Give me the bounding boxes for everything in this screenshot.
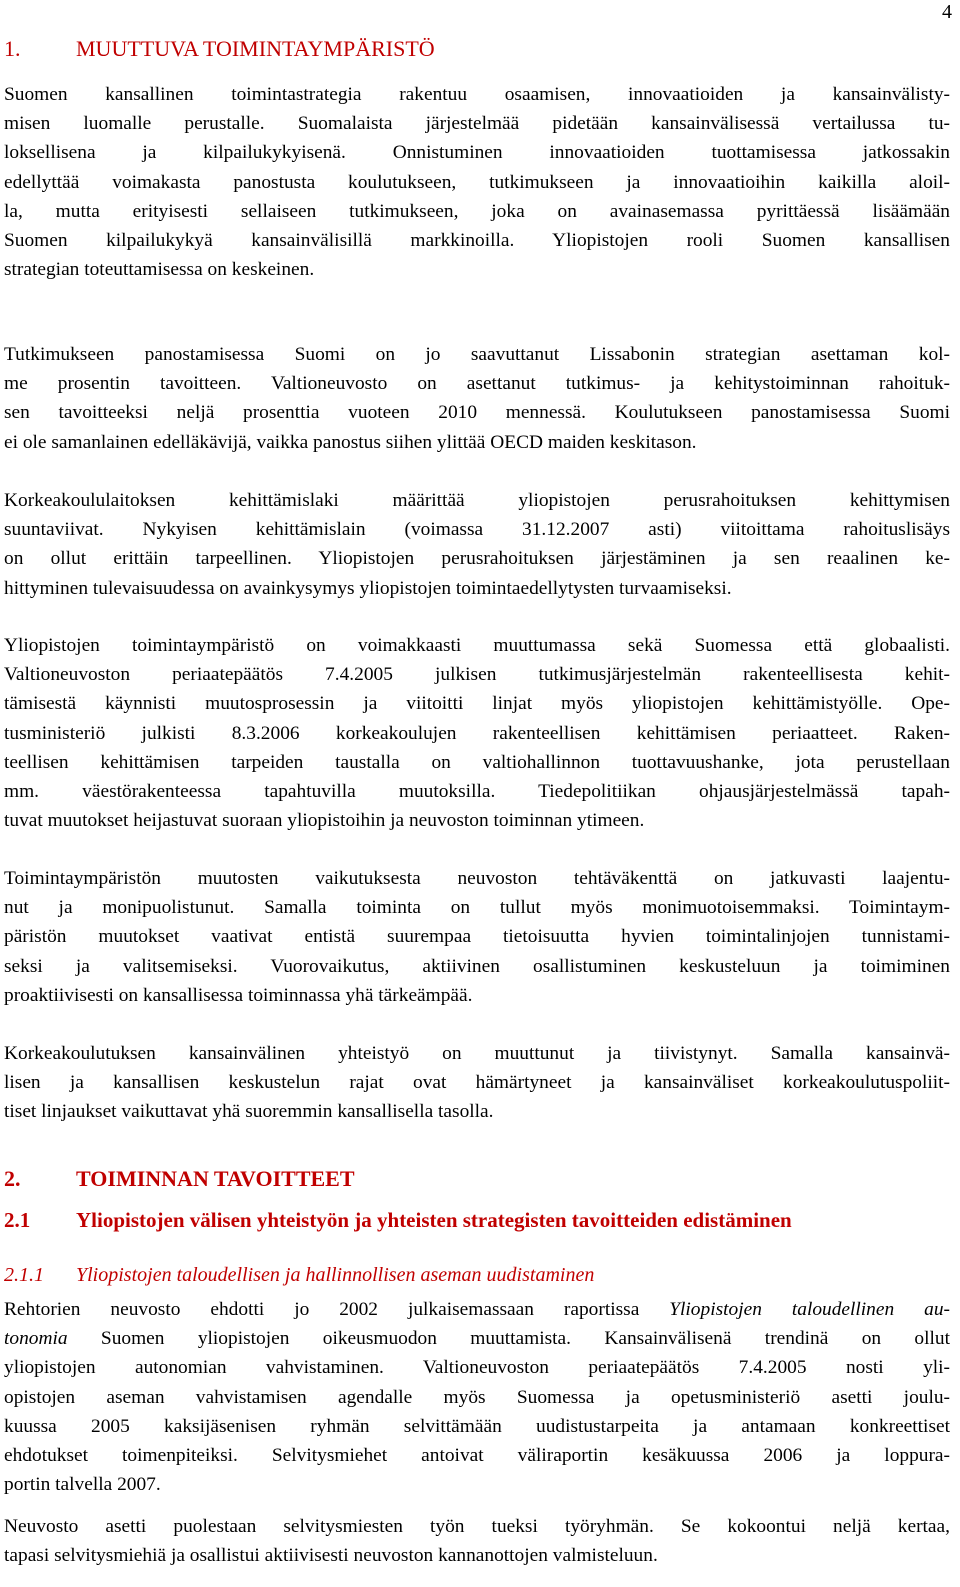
paragraph-2-1-1-b — [4, 1512, 950, 1570]
paragraph-line: Yliopistojen toimintaympäristö on voimakkaasti muuttumassa sekä Suomessa että globaalisti. — [4, 635, 950, 656]
paragraph-line: Toimintaympäristön muutosten vaikutuksesta neuvoston tehtäväkenttä on jatkuvasti laajentu- — [4, 868, 950, 889]
paragraph-line: päristön muutokset vaativat entistä suurempaa tietoisuutta hyvien toimintalinjojen tunnistami- — [4, 926, 950, 948]
paragraph-line: edellyttää voimakasta panostusta koulutukseen, tutkimukseen ja innovaatioihin kaikilla aloil- — [4, 171, 950, 193]
report-title-italic: tonomia — [4, 1328, 68, 1350]
paragraph-line: seksi ja valitsemiseksi. Vuorovaikutus, aktiivinen osallistuminen keskusteluun ja toimiminen — [4, 955, 950, 977]
section-2-heading — [4, 1166, 355, 1192]
text-run: Rehtorien neuvosto ehdotti jo 2002 julkaisemassaan raportissa — [4, 1299, 670, 1320]
paragraph-4 — [4, 631, 950, 835]
paragraph-line: la, mutta erityisesti sellaiseen tutkimukseen, joka on avainasemassa pyrittäessä lisäämään — [4, 200, 950, 222]
paragraph-line — [4, 1324, 950, 1353]
paragraph-line: suuntaviivat. Nykyisen kehittämislain (voimassa 31.12.2007 asti) viitoittama rahoituslisäys — [4, 519, 950, 541]
section-2-1-1-heading — [4, 1262, 594, 1288]
section-2-title: TOIMINNAN TAVOITTEET — [76, 1166, 355, 1191]
paragraph-2-1-1-a — [4, 1295, 950, 1499]
section-2-1-title: Yliopistojen välisen yhteistyön ja yhteisten strategisten tavoitteiden edistäminen — [76, 1208, 792, 1232]
paragraph-line: me prosentin tavoitteen. Valtioneuvosto on asettanut tutkimus- ja kehitystoiminnan rahoituk- — [4, 373, 950, 395]
paragraph-line: Neuvosto asetti puolestaan selvitysmiesten työn tueksi työryhmän. Se kokoontui neljä kertaa, — [4, 1516, 950, 1537]
paragraph-line: tusministeriö julkisti 8.3.2006 korkeakoulujen rakenteellisen kehittämisen periaatteet. Raken- — [4, 722, 950, 744]
section-2-1-number: 2.1 — [4, 1208, 31, 1232]
paragraph-line: hittyminen tulevaisuudessa on avainkysymys yliopistojen toimintaedellytysten turvaamiseksi. — [4, 577, 732, 599]
section-2-1-heading — [4, 1207, 792, 1233]
paragraph-line: yliopistojen autonomian vahvistaminen. Valtioneuvoston periaatepäätös 7.4.2005 nosti yli- — [4, 1357, 950, 1379]
paragraph-line: Valtioneuvoston periaatepäätös 7.4.2005 julkisen tutkimusjärjestelmän rakenteellisesta kehit- — [4, 664, 950, 686]
paragraph-line: tämisestä käynnisti muutosprosessin ja viitoitti linjat myös yliopistojen kehittämistyölle. Ope- — [4, 693, 950, 715]
section-2-1-1-number: 2.1.1 — [4, 1264, 44, 1286]
paragraph-line: mm. väestörakenteessa tapahtuvilla muutoksilla. Tiedepolitiikan ohjausjärjestelmässä tapah- — [4, 781, 950, 803]
paragraph-line: sen tavoitteeksi neljä prosenttia vuoteen 2010 mennessä. Koulutukseen panostamisessa Suomi — [4, 402, 950, 424]
paragraph-line: opistojen aseman vahvistamisen agendalle myös Suomessa ja opetusministeriö asetti joulu- — [4, 1386, 950, 1408]
paragraph-line: kuussa 2005 kaksijäsenisen ryhmän selvittämään uudistustarpeita ja antamaan konkreettiset — [4, 1415, 950, 1437]
paragraph-line: tuvat muutokset heijastuvat suoraan yliopistoihin ja neuvoston toiminnan ytimeen. — [4, 810, 645, 832]
report-title-italic: Yliopistojen taloudellinen au- — [669, 1299, 950, 1320]
paragraph-line: strategian toteuttamisessa on keskeinen. — [4, 259, 315, 281]
paragraph-line: tapasi selvitysmiehiä ja osallistui aktiivisesti neuvoston kannanottojen valmisteluun. — [4, 1545, 658, 1567]
section-2-number: 2. — [4, 1166, 21, 1191]
paragraph-line: Korkeakoululaitoksen kehittämislaki määrittää yliopistojen perusrahoituksen kehittymisen — [4, 490, 950, 511]
page-number: 4 — [942, 1, 952, 23]
paragraph-line: on ollut erittäin tarpeellinen. Yliopistojen perusrahoituksen järjestäminen ja sen reaalinen ke- — [4, 548, 950, 570]
paragraph-line — [4, 1295, 950, 1324]
paragraph-line: Suomen kansallinen toimintastrategia rakentuu osaamisen, innovaatioiden ja kansainvälisty- — [4, 84, 950, 105]
paragraph-line: lisen ja kansallisen keskustelun rajat ovat hämärtyneet ja kansainväliset korkeakoulutuspoliit- — [4, 1072, 950, 1094]
paragraph-6 — [4, 1039, 950, 1127]
paragraph-1 — [4, 80, 950, 284]
paragraph-line: Suomen kilpailukykyä kansainvälisillä markkinoilla. Yliopistojen rooli Suomen kansallisen — [4, 230, 950, 252]
paragraph-3 — [4, 486, 950, 603]
section-1-number: 1. — [4, 36, 21, 61]
section-2-1-1-title: Yliopistojen taloudellisen ja hallinnollisen aseman uudistaminen — [76, 1264, 595, 1286]
section-1-title: MUUTTUVA TOIMINTAYMPÄRISTÖ — [76, 36, 435, 61]
paragraph-line: teellisen kehittämisen tarpeiden taustalla on valtiohallinnon tuottavuushanke, jota perustellaan — [4, 751, 950, 773]
paragraph-5 — [4, 864, 950, 1010]
paragraph-line: tiset linjaukset vaikuttavat yhä suoremmin kansallisella tasolla. — [4, 1101, 494, 1123]
paragraph-line: Korkeakoulutuksen kansainvälinen yhteistyö on muuttunut ja tiivistynyt. Samalla kansainvä- — [4, 1043, 950, 1064]
paragraph-line: misen luomalle perustalle. Suomalaista järjestelmää pidetään kansainvälisessä vertailussa tu- — [4, 113, 950, 135]
paragraph-line: portin talvella 2007. — [4, 1474, 161, 1496]
section-1-heading — [4, 36, 435, 62]
paragraph-line: loksellisena ja kilpailukykyisenä. Onnistuminen innovaatioiden tuottamisessa jatkossakin — [4, 142, 950, 164]
paragraph-line: nut ja monipuolistunut. Samalla toiminta on tullut myös monimuotoisemmaksi. Toimintaym- — [4, 897, 950, 919]
paragraph-line: Tutkimukseen panostamisessa Suomi on jo saavuttanut Lissabonin strategian asettaman kol- — [4, 344, 950, 365]
paragraph-line: proaktiivisesti on kansallisessa toiminnassa yhä tärkeämpää. — [4, 984, 473, 1006]
paragraph-2 — [4, 340, 950, 457]
paragraph-line: ehdotukset toimenpiteiksi. Selvitysmiehet antoivat väliraportin kesäkuussa 2006 ja loppura- — [4, 1445, 950, 1467]
text-run: Suomen yliopistojen oikeusmuodon muuttamista. Kansainvälisenä trendinä on ollut — [67, 1328, 950, 1350]
paragraph-line: ei ole samanlainen edelläkävijä, vaikka panostus siihen ylittää OECD maiden keskitason. — [4, 431, 697, 453]
